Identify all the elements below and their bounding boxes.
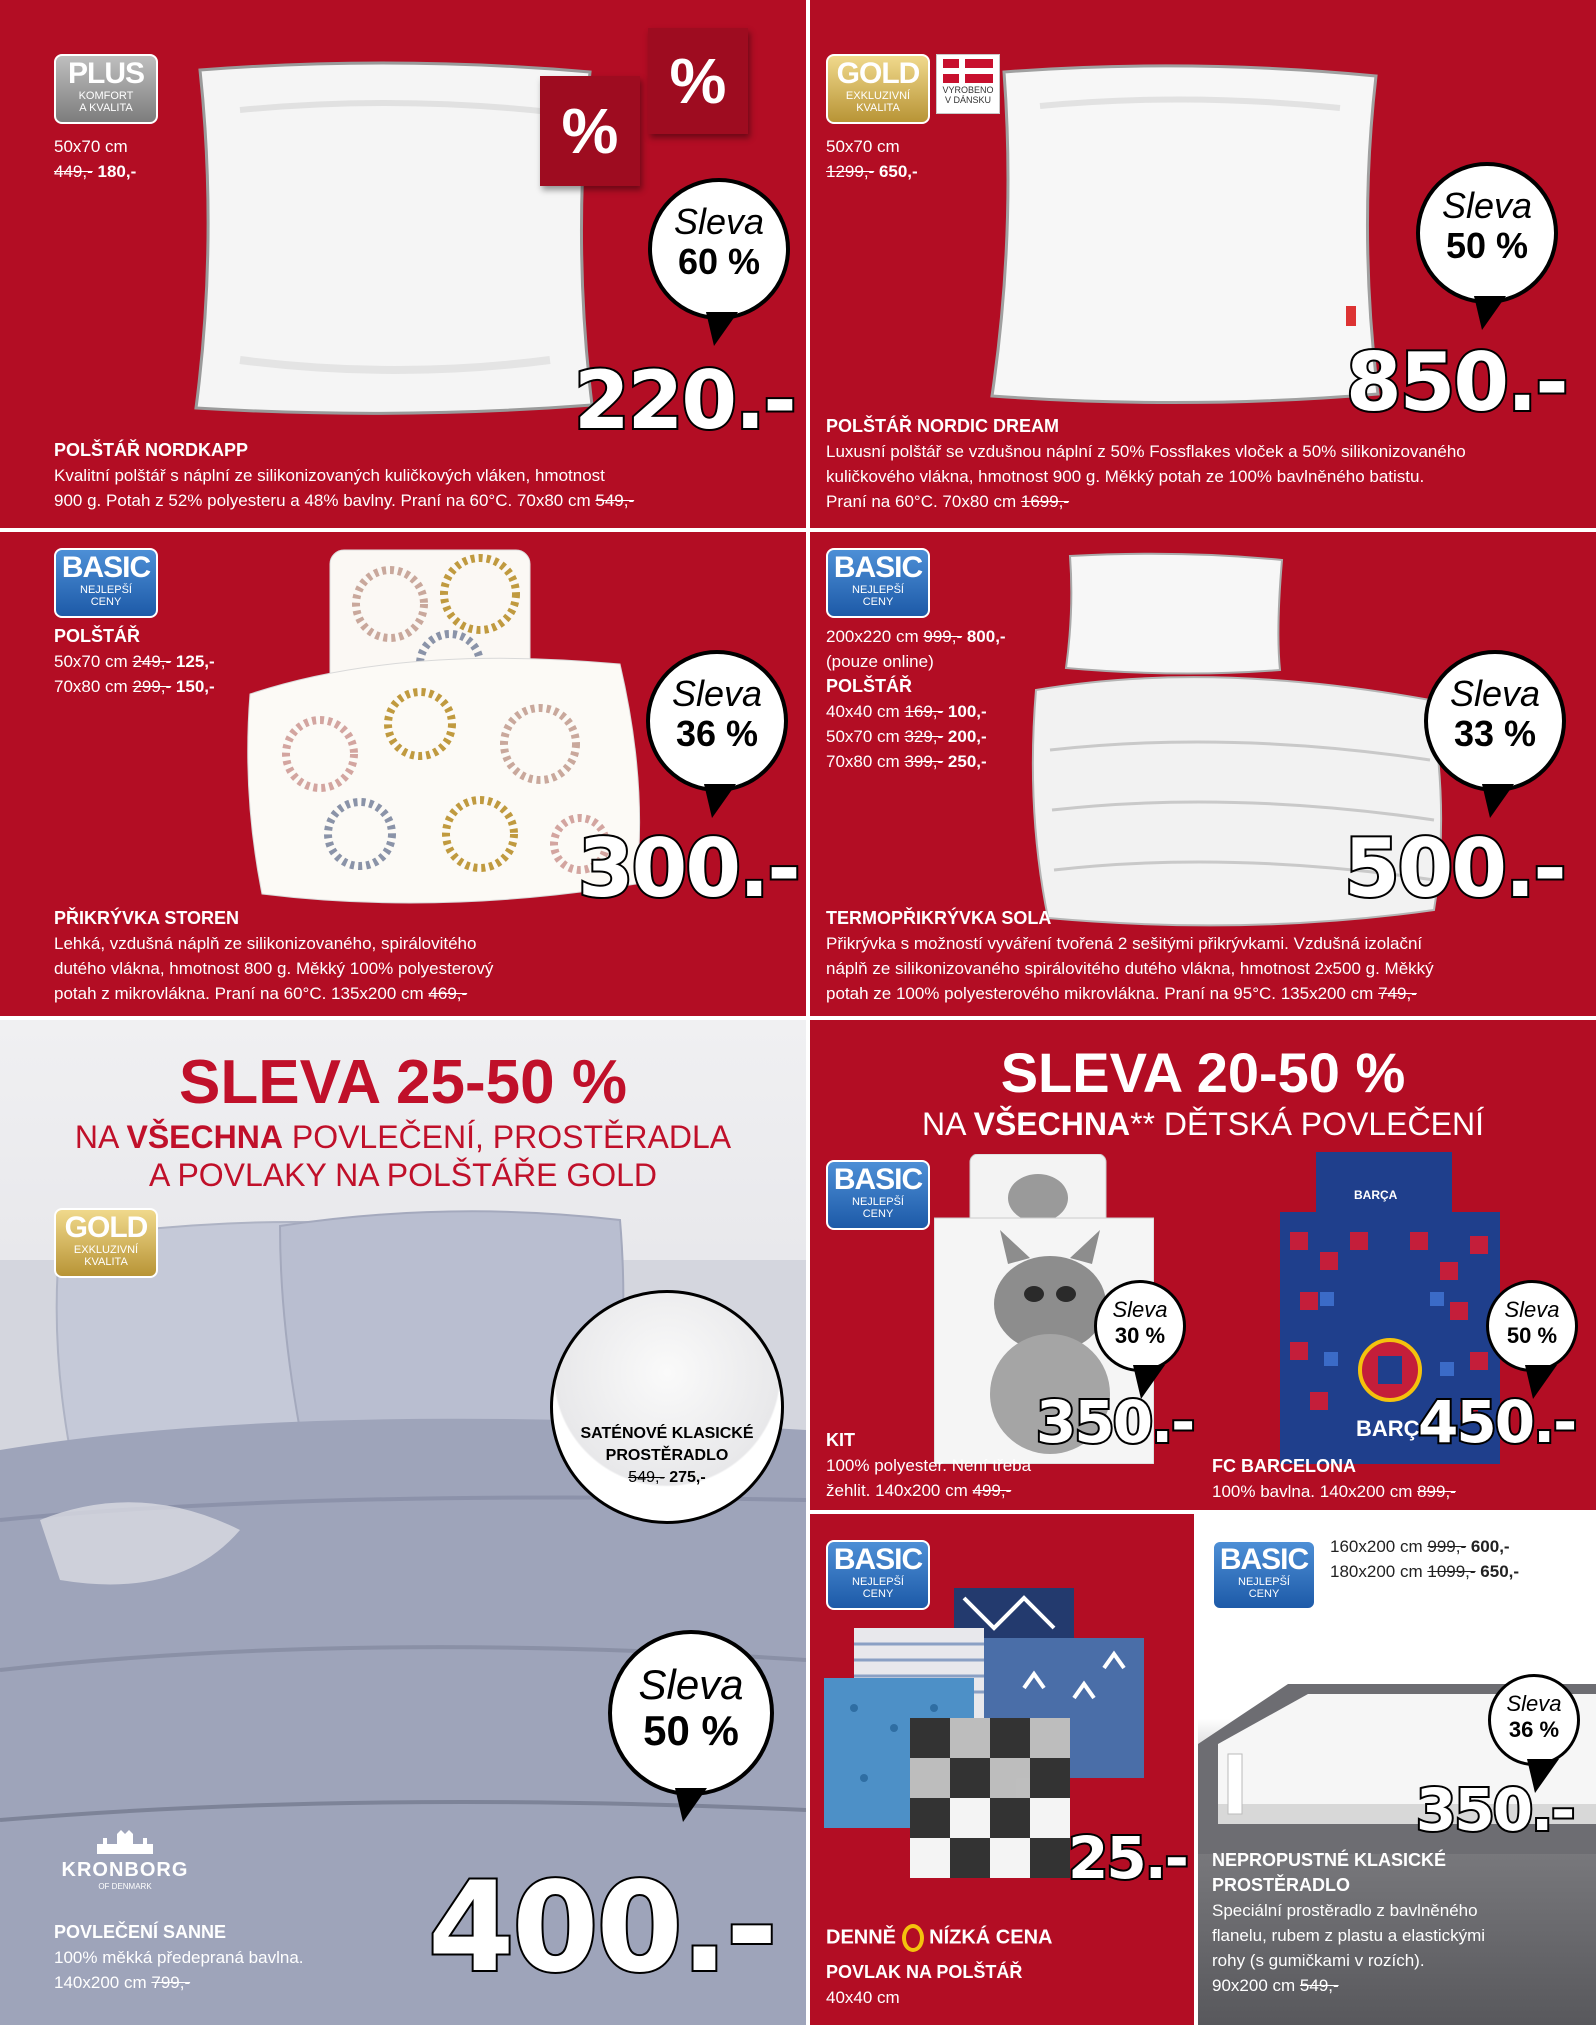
old-price: 999,- <box>923 627 963 646</box>
daily-low-price-logo <box>826 1924 1052 1952</box>
product-title: NEPROPUSTNÉ KLASICKÉ <box>1212 1850 1447 1870</box>
discount-bubble <box>646 650 788 792</box>
promo-headline <box>810 1042 1596 1144</box>
basic-badge <box>826 548 930 618</box>
logo-word-a: DENNĚ <box>826 1926 897 1949</box>
desc-line: Kvalitní polštář s náplní ze silikonizovaných kuličkových vláken, hmotnost <box>54 466 605 485</box>
promo-title: SLEVA 20-50 % <box>1000 1041 1406 1104</box>
plus-badge <box>54 54 158 124</box>
product-storen <box>0 532 806 1016</box>
main-price: 400.- <box>428 1856 776 2000</box>
description <box>826 414 1466 514</box>
sub-bold: VŠECHNA <box>126 1119 283 1155</box>
product-cushion-cover <box>810 1514 1194 2025</box>
old-price: 399,- <box>904 752 944 771</box>
kit-description <box>826 1428 1031 1503</box>
discount-word: Sleva <box>1441 185 1533 226</box>
desc-line: dutého vlákna, hmotnost 800 g. Měkký 100% polyesterový <box>54 959 494 978</box>
desc-text: Praní na 60°C. 70x80 cm <box>826 492 1017 511</box>
price-row <box>826 699 1006 724</box>
badge-line2: CENY <box>862 596 894 608</box>
main-price: 220.- <box>574 354 795 447</box>
discount-word: Sleva <box>1504 1297 1560 1322</box>
discount-word: Sleva <box>638 1661 744 1708</box>
divider-horizontal <box>0 528 1596 532</box>
badge-line2: A KVALITA <box>79 102 133 114</box>
old-price: 329,- <box>904 727 944 746</box>
description <box>54 906 493 1006</box>
size-label: 180x200 cm <box>1330 1562 1423 1581</box>
discount-word: Sleva <box>671 673 763 714</box>
new-price: 180,- <box>97 162 137 181</box>
old-price: 1699,- <box>1020 492 1070 511</box>
badge-line2: CENY <box>90 596 122 608</box>
main-price: 25.- <box>1068 1824 1187 1892</box>
description <box>1212 1848 1485 1998</box>
new-price: 650,- <box>878 162 918 181</box>
desc-text: 140x200 cm <box>54 1973 147 1992</box>
discount-bubble <box>1486 1280 1578 1372</box>
badge-line1: KOMFORT <box>78 90 134 102</box>
new-price: 150,- <box>175 677 215 696</box>
old-price: 499,- <box>972 1481 1012 1500</box>
product-title: POLŠTÁŘ NORDKAPP <box>54 440 249 460</box>
product-nordkapp <box>0 0 806 528</box>
promo-title: SLEVA 25-50 % <box>179 1048 627 1117</box>
discount-percent: 50 % <box>643 1707 739 1754</box>
badge-line1: NEJLEPŠÍ <box>852 1196 904 1208</box>
discount-bubble <box>648 178 790 320</box>
size-label: 50x70 cm <box>54 137 128 156</box>
new-price: 600,- <box>1470 1537 1510 1556</box>
sub-title: POLŠTÁŘ <box>826 676 913 696</box>
size-price <box>54 134 136 184</box>
price-row <box>1330 1559 1519 1584</box>
price-row <box>54 649 215 674</box>
size-label: 160x200 cm <box>1330 1537 1423 1556</box>
desc-line <box>54 981 493 1006</box>
desc-line: 40x40 cm <box>826 1988 900 2007</box>
badge-title: BASIC <box>833 1163 923 1196</box>
product-title: FC BARCELONA <box>1212 1456 1356 1476</box>
product-title: PŘIKRÝVKA STOREN <box>54 908 240 928</box>
price-row <box>826 749 1006 774</box>
new-price: 200,- <box>947 727 987 746</box>
product-title: POVLAK NA POLŠTÁŘ <box>826 1962 1023 1982</box>
discount-percent: 33 % <box>1453 713 1537 754</box>
size-label: 50x70 cm <box>54 652 128 671</box>
main-price: 300.- <box>578 822 799 915</box>
description <box>54 438 634 513</box>
basic-badge <box>54 548 158 618</box>
old-price: 169,- <box>904 702 944 721</box>
desc-line <box>826 981 1434 1006</box>
product-sola <box>810 532 1596 1016</box>
fcb-price: 450.- <box>1418 1388 1576 1456</box>
badge-title: GOLD <box>64 1211 148 1244</box>
old-price: 1299,- <box>826 162 875 181</box>
desc-line <box>1212 1973 1485 1998</box>
sub-text: ** DĚTSKÁ POVLEČENÍ <box>1130 1106 1484 1142</box>
sub-bold: VŠECHNA <box>973 1106 1131 1142</box>
price-row <box>826 159 918 184</box>
fcb-label-top: BARÇA <box>1354 1188 1398 1202</box>
main-price: 350.- <box>1416 1776 1574 1844</box>
circle-price <box>553 1467 781 1489</box>
badge-title: BASIC <box>833 1543 923 1576</box>
divider-horizontal <box>0 1016 1596 1020</box>
old-price: 799,- <box>151 1973 191 1992</box>
size-label: 40x40 cm <box>826 702 900 721</box>
new-price: 650,- <box>1480 1562 1520 1581</box>
discount-word: Sleva <box>673 201 765 242</box>
price-row <box>54 159 136 184</box>
discount-bubble <box>1094 1280 1186 1372</box>
desc-line: Lehká, vzdušná náplň ze silikonizovaného, spirálovitého <box>54 934 477 953</box>
desc-text: potah ze 100% polyesterového mikrovlákna. Praní na 95°C. 135x200 cm <box>826 984 1374 1003</box>
product-nordic-dream <box>810 0 1596 528</box>
description <box>826 1960 1022 2010</box>
product-title: KIT <box>826 1430 855 1450</box>
price-row <box>54 674 215 699</box>
new-price: 100,- <box>947 702 987 721</box>
size-label: 70x80 cm <box>54 677 128 696</box>
circle-line: SATÉNOVÉ KLASICKÉ <box>580 1425 754 1442</box>
product-title: TERMOPŘIKRÝVKA SOLA <box>826 908 1052 928</box>
discount-word: Sleva <box>1112 1297 1168 1322</box>
discount-percent: 30 % <box>1114 1323 1166 1348</box>
price-list <box>1330 1534 1519 1584</box>
main-price: 850.- <box>1346 336 1567 429</box>
size-label: 200x220 cm <box>826 627 919 646</box>
desc-line: rohy (s gumičkami v rozích). <box>1212 1951 1425 1970</box>
desc-line: flanelu, rubem z plastu a elastickými <box>1212 1926 1486 1945</box>
description <box>826 906 1434 1006</box>
pillow-image <box>980 62 1396 408</box>
badge-line1: EXKLUZIVNÍ <box>73 1244 139 1256</box>
logo-ring-icon <box>902 1924 924 1952</box>
brand-name: KRONBORG <box>61 1859 189 1881</box>
discount-bubble <box>608 1630 774 1796</box>
old-price: 449,- <box>54 162 93 181</box>
kids-bedding-promo <box>810 1020 1596 1510</box>
main-price: 500.- <box>1344 822 1565 915</box>
badge-title: GOLD <box>836 57 920 90</box>
product-title: PROSTĚRADLO <box>1212 1875 1351 1895</box>
discount-bubble <box>1424 650 1566 792</box>
sub-title: POLŠTÁŘ <box>54 626 141 646</box>
discount-percent: 50 % <box>1506 1323 1558 1348</box>
bedding-promo <box>0 1020 806 2025</box>
percent-tag: % <box>540 76 640 186</box>
old-price: 549,- <box>628 1469 665 1486</box>
badge-line2: CENY <box>1248 1588 1280 1600</box>
sub-text: POVLEČENÍ, PROSTĚRADLA <box>282 1119 732 1155</box>
description <box>54 1920 304 1995</box>
percent-tag: % <box>648 28 748 134</box>
new-price: 250,- <box>947 752 987 771</box>
kronborg-logo <box>50 1830 200 1891</box>
badge-line2: KVALITA <box>856 102 900 114</box>
online-note: (pouze online) <box>826 652 934 671</box>
badge-title: BASIC <box>1219 1543 1309 1576</box>
promo-headline <box>0 1048 806 1194</box>
old-price: 249,- <box>132 652 172 671</box>
size-price <box>826 134 918 184</box>
badge-title: BASIC <box>61 551 151 584</box>
badge-title: PLUS <box>67 57 144 90</box>
kit-price: 350.- <box>1036 1388 1194 1456</box>
old-price: 469,- <box>428 984 468 1003</box>
price-row <box>1330 1534 1519 1559</box>
badge-line1: EXKLUZIVNÍ <box>845 90 911 102</box>
desc-line <box>54 488 634 513</box>
old-price: 549,- <box>1299 1976 1339 1995</box>
desc-line <box>1212 1479 1456 1504</box>
product-title: POVLEČENÍ SANNE <box>54 1922 227 1942</box>
new-price: 800,- <box>966 627 1006 646</box>
desc-line: 100% měkká předepraná bavlna. <box>54 1948 304 1967</box>
flag-line1: VYROBENO <box>942 85 994 95</box>
desc-line: kuličkového vlákna, hmotnost 900 g. Měkký potah ze 100% bavlněného batistu. <box>826 467 1425 486</box>
badge-line2: CENY <box>862 1208 894 1220</box>
old-price: 899,- <box>1417 1482 1456 1501</box>
circle-line: PROSTĚRADLO <box>605 1447 729 1464</box>
badge-line1: NEJLEPŠÍ <box>852 584 904 596</box>
desc-line: 100% polyester. Není třeba <box>826 1456 1032 1475</box>
sub-text: NA <box>74 1119 127 1155</box>
old-price: 999,- <box>1427 1537 1467 1556</box>
badge-line2: CENY <box>862 1588 894 1600</box>
new-price: 275,- <box>669 1469 706 1486</box>
flag-line2: V DÁNSKU <box>944 95 991 105</box>
price-row <box>826 724 1006 749</box>
promo-sub <box>810 1104 1596 1144</box>
gold-badge <box>54 1208 158 1278</box>
price-list <box>54 624 215 699</box>
discount-percent: 36 % <box>675 713 759 754</box>
desc-line <box>54 1970 304 1995</box>
badge-title: BASIC <box>833 551 923 584</box>
basic-badge <box>1212 1540 1316 1610</box>
divider-vertical <box>1194 1514 1198 2025</box>
brand-sub: OF DENMARK <box>98 1882 152 1891</box>
discount-bubble <box>1416 162 1558 304</box>
old-price: 749,- <box>1378 984 1417 1003</box>
discount-word: Sleva <box>1506 1691 1562 1716</box>
badge-line1: NEJLEPŠÍ <box>852 1576 904 1588</box>
size-label: 70x80 cm <box>826 752 900 771</box>
discount-percent: 50 % <box>1445 225 1529 266</box>
desc-text: 900 g. Potah z 52% polyesteru a 48% bavlny. Praní na 60°C. 70x80 cm <box>54 491 591 510</box>
desc-line: Přikrývka s možností vyváření tvořená 2 sešitými přikrývkami. Vzdušná izolační <box>826 934 1423 953</box>
old-price: 1099,- <box>1427 1562 1476 1581</box>
old-price: 549,- <box>595 491 635 510</box>
divider-vertical <box>806 0 810 2025</box>
discount-percent: 60 % <box>677 241 761 282</box>
fcb-label-bottom: BARÇA <box>1356 1416 1436 1441</box>
basic-badge <box>826 1160 930 1230</box>
divider-horizontal <box>810 1510 1596 1514</box>
discount-bubble <box>1488 1674 1580 1766</box>
badge-line2: KVALITA <box>84 1256 128 1268</box>
castle-icon <box>95 1830 155 1854</box>
product-title: POLŠTÁŘ NORDIC DREAM <box>826 416 1059 436</box>
logo-word-b: NÍZKÁ CENA <box>929 1926 1053 1949</box>
desc-line <box>826 489 1466 514</box>
desc-line: Speciální prostěradlo z bavlněného <box>1212 1901 1478 1920</box>
size-label: 50x70 cm <box>826 137 900 156</box>
desc-text: 90x200 cm <box>1212 1976 1296 1995</box>
fcb-description <box>1212 1454 1456 1504</box>
desc-text: 100% bavlna. 140x200 cm <box>1212 1482 1413 1501</box>
satin-sheet-circle <box>550 1290 784 1524</box>
desc-line <box>826 1478 1031 1503</box>
price-row <box>826 624 1006 649</box>
promo-sub1 <box>0 1118 806 1156</box>
badge-line1: NEJLEPŠÍ <box>1238 1576 1290 1588</box>
desc-line: Luxusní polštář se vzdušnou náplní z 50% Fossflakes vloček a 50% silikonizovaného <box>826 442 1466 461</box>
badge-line1: NEJLEPŠÍ <box>80 584 132 596</box>
gold-badge <box>826 54 930 124</box>
old-price: 299,- <box>132 677 172 696</box>
desc-text: žehlit. 140x200 cm <box>826 1481 968 1500</box>
desc-text: potah z mikrovlákna. Praní na 60°C. 135x200 cm <box>54 984 424 1003</box>
price-list <box>826 624 1006 774</box>
product-waterproof-sheet <box>1198 1514 1596 2025</box>
desc-line: náplň ze silikonizovaného spirálovitého dutého vlákna, hmotnost 2x500 g. Měkký <box>826 959 1434 978</box>
discount-word: Sleva <box>1449 673 1541 714</box>
promo-sub2: A POVLAKY NA POLŠTÁŘE GOLD <box>148 1157 658 1193</box>
size-label: 50x70 cm <box>826 727 900 746</box>
sub-text: NA <box>922 1106 974 1142</box>
discount-percent: 36 % <box>1508 1717 1560 1742</box>
new-price: 125,- <box>175 652 215 671</box>
